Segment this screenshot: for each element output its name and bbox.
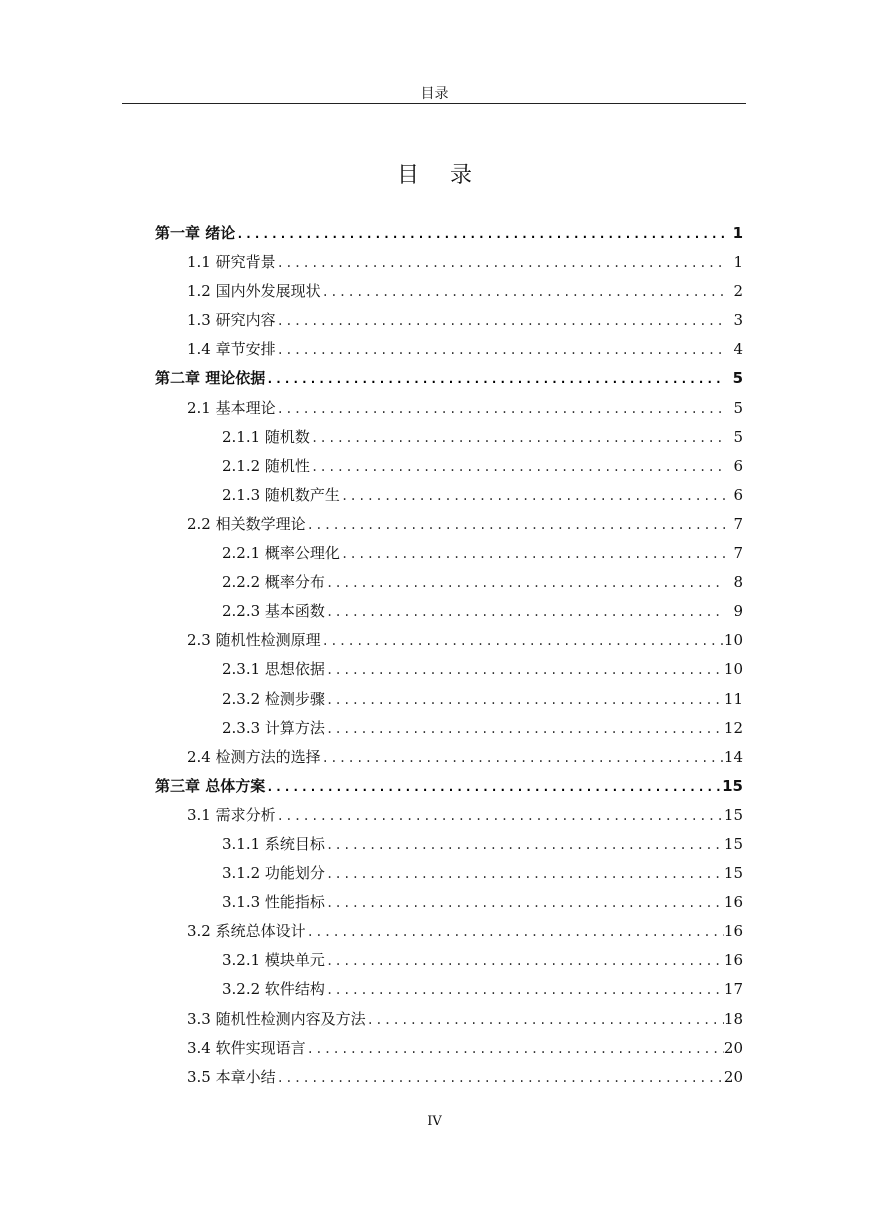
- toc-entry-page: 15: [723, 864, 743, 883]
- toc-subsection-entry[interactable]: [155, 481, 743, 510]
- toc-section-entry[interactable]: [155, 510, 743, 539]
- dot-leader: [306, 1035, 724, 1063]
- dot-leader: [306, 918, 724, 946]
- toc-entry-label: 2.1.1 随机数: [222, 427, 310, 446]
- toc-section-entry[interactable]: [155, 1034, 743, 1063]
- toc-subsection-entry[interactable]: [155, 452, 743, 481]
- toc-entry-label: 1.4 章节安排: [187, 340, 276, 359]
- toc-section-entry[interactable]: [155, 394, 743, 423]
- toc-entry-page: 16: [723, 893, 743, 912]
- toc-entry-page: 11: [723, 689, 743, 708]
- dot-leader: [325, 715, 724, 743]
- dot-leader: [325, 947, 724, 975]
- toc-entry-page: 15: [723, 805, 743, 824]
- toc-entry-page: 15: [723, 834, 743, 853]
- toc-entry-page: 6: [733, 485, 743, 504]
- toc-section-entry[interactable]: [155, 248, 743, 277]
- toc-entry-page: 6: [733, 456, 743, 475]
- toc-section-entry[interactable]: [155, 801, 743, 830]
- toc-entry-label: 2.3 随机性检测原理: [187, 631, 321, 650]
- header-rule: [122, 103, 746, 104]
- toc-subsection-entry[interactable]: [155, 539, 743, 568]
- table-of-contents: [155, 219, 743, 1092]
- toc-title: 目 录: [397, 163, 484, 188]
- dot-leader: [325, 976, 724, 1004]
- toc-section-entry[interactable]: [155, 743, 743, 772]
- running-header: 目录: [420, 86, 449, 102]
- toc-section-entry[interactable]: [155, 1063, 743, 1092]
- toc-subsection-entry[interactable]: [155, 946, 743, 975]
- toc-entry-page: 4: [733, 340, 743, 359]
- toc-entry-label: 2.3.2 检测步骤: [222, 689, 325, 708]
- toc-entry-page: 16: [723, 951, 743, 970]
- toc-subsection-entry[interactable]: [155, 975, 743, 1004]
- toc-chapter-entry[interactable]: [155, 219, 743, 248]
- dot-leader: [276, 802, 724, 830]
- page-number: IV: [427, 1114, 442, 1129]
- toc-entry-label: 2.2.3 基本函数: [222, 602, 325, 621]
- dot-leader: [325, 686, 724, 714]
- toc-section-entry[interactable]: [155, 277, 743, 306]
- toc-entry-page: 5: [733, 398, 743, 417]
- toc-entry-label: 2.2.2 概率分布: [222, 573, 325, 592]
- toc-entry-page: 10: [723, 631, 743, 650]
- toc-entry-page: 12: [723, 718, 743, 737]
- dot-leader: [276, 249, 725, 277]
- dot-leader: [310, 453, 725, 481]
- toc-entry-label: 3.4 软件实现语言: [187, 1038, 306, 1057]
- dot-leader: [321, 627, 724, 655]
- dot-leader: [265, 773, 722, 801]
- toc-subsection-entry[interactable]: [155, 568, 743, 597]
- dot-leader: [325, 889, 724, 917]
- toc-entry-label: 1.2 国内外发展现状: [187, 282, 321, 301]
- toc-subsection-entry[interactable]: [155, 685, 743, 714]
- toc-section-entry[interactable]: [155, 1005, 743, 1034]
- toc-section-entry[interactable]: [155, 917, 743, 946]
- toc-entry-label: 3.3 随机性检测内容及方法: [187, 1009, 366, 1028]
- dot-leader: [276, 395, 725, 423]
- toc-entry-label: 第一章 绪论: [155, 224, 236, 242]
- toc-entry-label: 2.1 基本理论: [187, 398, 276, 417]
- dot-leader: [276, 1064, 724, 1092]
- toc-entry-page: 1: [732, 224, 743, 242]
- dot-leader: [340, 482, 725, 510]
- toc-entry-label: 第三章 总体方案: [155, 776, 266, 795]
- toc-entry-label: 3.2 系统总体设计: [187, 922, 306, 941]
- toc-entry-page: 15: [722, 776, 743, 795]
- toc-section-entry[interactable]: [155, 306, 743, 335]
- dot-leader: [325, 860, 724, 888]
- toc-entry-page: 5: [732, 369, 743, 388]
- dot-leader: [366, 1006, 724, 1034]
- toc-entry-label: 2.2 相关数学理论: [187, 514, 306, 533]
- toc-entry-label: 3.1 需求分析: [187, 805, 276, 824]
- toc-entry-label: 3.1.1 系统目标: [222, 834, 325, 853]
- toc-entry-page: 5: [733, 427, 743, 446]
- toc-entry-page: 2: [733, 282, 743, 301]
- toc-entry-label: 1.3 研究内容: [187, 311, 276, 330]
- toc-entry-page: 7: [733, 544, 743, 563]
- toc-entry-page: 18: [723, 1009, 743, 1028]
- toc-entry-page: 8: [733, 573, 743, 592]
- dot-leader: [265, 365, 725, 393]
- toc-entry-label: 3.1.3 性能指标: [222, 893, 325, 912]
- dot-leader: [321, 278, 725, 306]
- dot-leader: [306, 511, 725, 539]
- toc-entry-page: 16: [723, 922, 743, 941]
- dot-leader: [340, 540, 725, 568]
- toc-subsection-entry[interactable]: [155, 714, 743, 743]
- toc-chapter-entry[interactable]: [155, 364, 743, 393]
- toc-subsection-entry[interactable]: [155, 859, 743, 888]
- toc-entry-page: 3: [733, 311, 743, 330]
- toc-section-entry[interactable]: [155, 335, 743, 364]
- dot-leader: [276, 307, 725, 335]
- toc-entry-label: 2.3.3 计算方法: [222, 718, 325, 737]
- toc-entry-page: 17: [723, 980, 743, 999]
- dot-leader: [325, 831, 724, 859]
- toc-entry-page: 14: [723, 747, 743, 766]
- toc-entry-page: 1: [733, 253, 743, 272]
- dot-leader: [276, 336, 725, 364]
- toc-subsection-entry[interactable]: [155, 655, 743, 684]
- toc-entry-page: 20: [723, 1067, 743, 1086]
- dot-leader: [321, 744, 724, 772]
- toc-entry-label: 1.1 研究背景: [187, 253, 276, 272]
- toc-entry-label: 3.2.2 软件结构: [222, 980, 325, 999]
- toc-chapter-entry[interactable]: [155, 772, 743, 801]
- toc-entry-label: 3.1.2 功能划分: [222, 864, 325, 883]
- toc-entry-label: 2.4 检测方法的选择: [187, 747, 321, 766]
- toc-entry-label: 2.2.1 概率公理化: [222, 544, 340, 563]
- dot-leader: [235, 220, 725, 248]
- dot-leader: [310, 424, 725, 452]
- toc-entry-label: 2.1.2 随机性: [222, 456, 310, 475]
- toc-entry-label: 3.2.1 模块单元: [222, 951, 325, 970]
- toc-entry-page: 7: [733, 514, 743, 533]
- toc-entry-label: 第二章 理论依据: [155, 369, 266, 388]
- toc-entry-label: 2.1.3 随机数产生: [222, 485, 340, 504]
- dot-leader: [325, 656, 724, 684]
- toc-entry-label: 3.5 本章小结: [187, 1067, 276, 1086]
- toc-subsection-entry[interactable]: [155, 888, 743, 917]
- toc-entry-label: 2.3.1 思想依据: [222, 660, 325, 679]
- dot-leader: [325, 569, 725, 597]
- toc-subsection-entry[interactable]: [155, 423, 743, 452]
- toc-entry-page: 10: [723, 660, 743, 679]
- toc-subsection-entry[interactable]: [155, 830, 743, 859]
- toc-entry-page: 9: [733, 602, 743, 621]
- toc-subsection-entry[interactable]: [155, 597, 743, 626]
- dot-leader: [325, 598, 725, 626]
- toc-section-entry[interactable]: [155, 626, 743, 655]
- toc-entry-page: 20: [723, 1038, 743, 1057]
